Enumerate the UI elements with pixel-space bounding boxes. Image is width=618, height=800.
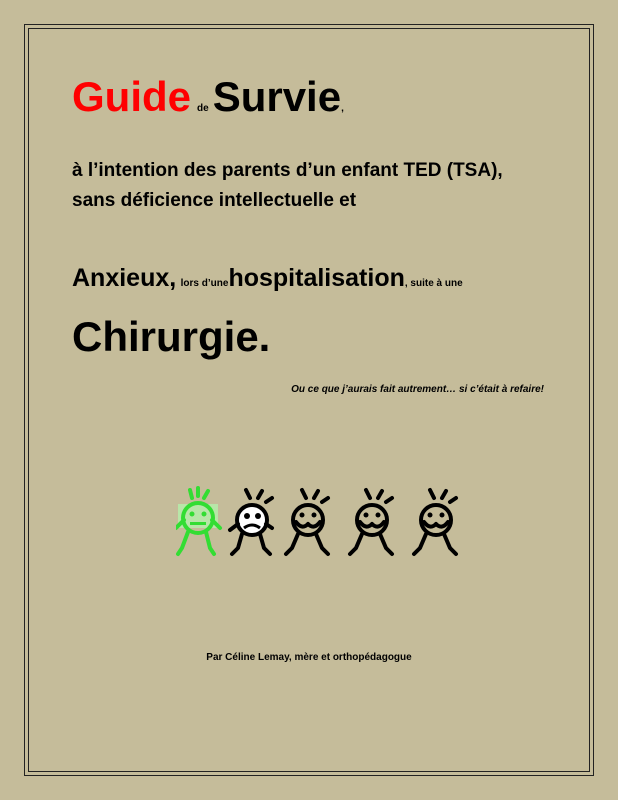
green-stressed-figure (176, 488, 220, 554)
title-comma: , (341, 103, 344, 114)
headline-suite: , suite à une (404, 278, 463, 289)
biting-nails-figure (350, 490, 392, 554)
headline-hospitalisation: hospitalisation (228, 264, 405, 292)
headline-lors: lors d’une (180, 278, 229, 289)
biting-nails-figure (414, 490, 456, 554)
title-connector: de (197, 103, 209, 114)
tagline: Ou ce que j’aurais fait autrement… si c’était à refaire! (291, 384, 544, 395)
subtitle-line-1: à l’intention des parents d’un enfant TED (TSA), (72, 160, 503, 181)
main-title (72, 73, 344, 120)
subtitle-line-2: sans déficience intellectuelle et (72, 190, 357, 211)
headline-anxieux: Anxieux, (72, 264, 177, 292)
worried-figure (230, 490, 272, 554)
headline-chirurgie: Chirurgie. (72, 313, 271, 360)
author-credit: Par Céline Lemay, mère et orthopédagogue (206, 652, 412, 663)
anxious-figures-illustration (176, 484, 476, 564)
headline-line (72, 266, 463, 291)
title-guide: Guide (72, 73, 192, 120)
biting-nails-figure (286, 490, 328, 554)
subtitle (72, 156, 503, 216)
title-survie: Survie (212, 73, 342, 120)
